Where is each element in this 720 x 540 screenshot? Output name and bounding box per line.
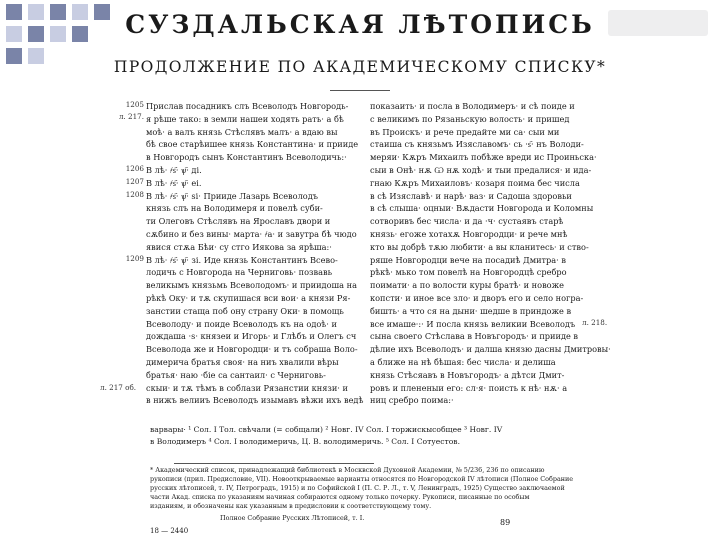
text-line: я рѣше тако: в земли нашеи ходять рать· а бѣ — [146, 113, 344, 124]
publication-signature: Полное Собрание Русских Лѣтописей, т. I. — [220, 514, 365, 522]
text-line: князь слъ на Володимеря и повелѣ суби- — [146, 203, 323, 214]
bottom-note-line: русских лѣтописей, т. IV, Петроградъ, 1915) и по Софийской I (П. С. Р. Л., т. V, Ленинградъ, 1925) Существо заключаемой — [150, 484, 565, 492]
text-line: В лѣ· ҂ѕ҃· ѱ҃· ѕі· Прииде Лазарь Всеволодъ — [146, 190, 318, 201]
text-line: димерича братья своя· на ниъ хвалили вѣры — [146, 356, 339, 367]
text-line: ровъ и плененыи его: сл·я· поисть к нѣ· нѫ· а — [370, 382, 568, 393]
margin-year: 1209 — [125, 254, 144, 263]
text-line: рѣкѣ Оку· и тѫ скупишася вси вои· а князи Ря- — [146, 292, 351, 303]
text-line: рѣкѣ· мько том повелѣ на Новгородцѣ сребро — [370, 267, 567, 278]
text-line: сыи в Онѣ· нѫ Ѡ нѫ ходѣ· и тыи предалися· и ида- — [370, 164, 592, 175]
text-line: Всеволоду· и поиде Всеволодъ къ на одоѣ· и — [146, 318, 337, 329]
text-line: стаиша съ князьмъ Изяславомъ· сь ·ѕ҃· нъ Володи- — [370, 139, 584, 150]
text-line: все имаше·:· И посла князь великии Всеволодъ — [370, 318, 576, 329]
signature-number: 18 — 2440 — [150, 527, 189, 535]
bottom-note-line: рукописи (прил. Предисловие, VII). Новооткрываемые варианты относятся по Новгородской IV лѣтописи (Полное Собрание — [150, 475, 574, 483]
text-line: сѫбино и без вины· марта· ҂а· и завутра бѣ чюдо — [146, 228, 357, 239]
margin-leaf: л. 217 об. — [100, 383, 137, 392]
text-line: Всеволода же и Новгородци· и тъ собраша Воло- — [146, 344, 358, 355]
text-line: моѣ· а валъ князь Стѣслявъ малъ· а вдаю вы — [146, 126, 338, 137]
text-line: а ближе на нѣ бѣшая: бес числа· и делиша — [370, 356, 556, 367]
text-line: въ Проискъ· и рече предайте ми са· сыи ми — [370, 126, 560, 137]
text-line: Прислав посадникъ слъ Всеволодъ Новгородь- — [146, 101, 349, 111]
text-line: лодичь с Новгорода на Черниговь· позвавь — [146, 267, 333, 278]
text-line: В лѣ· ҂ѕ҃· ѱ҃· еі. — [146, 177, 202, 188]
text-line: меряи· Кѫръ Михаилъ побѣже вреди ис Проиньска· — [370, 152, 597, 163]
text-line: бѣ свое старѣишее князь Константина· и прииде — [146, 139, 359, 150]
text-line: князь· егоже хотахѫ Новгородци· и рече мнѣ — [370, 228, 568, 239]
text-line: ниц сребро поима:· — [370, 395, 454, 406]
text-line: кто вы добрѣ тѫю любити· а вы кланитесь· и ство- — [370, 241, 589, 252]
text-line: в сѣ слыша· оцныи· Вѫдасти Новгорода и Коломны — [370, 203, 594, 214]
page-subtitle: ПРОДОЛЖЕНИЕ ПО АКАДЕМИЧЕСКОМУ СПИСКУ* — [113, 58, 607, 76]
title-divider — [330, 90, 390, 91]
bottom-note-line: части Акад. списка по указаниям начиная собираются одному только почерку. Рукописи, писанные по особым — [150, 493, 530, 501]
page-title: СУЗДАЛЬСКАЯ ЛѢТОПИСЬ — [125, 10, 595, 39]
text-line: поимати· а по волости куры братѣ· и новоже — [370, 280, 564, 291]
margin-year: 1208 — [125, 190, 144, 199]
text-line: с великимъ по Рязаньскую волость· и пришед — [370, 113, 570, 124]
footnote-divider — [174, 463, 374, 464]
footnote-line: в Володимеръ ⁴ Сол. I володимеричь, Ц. В. володимеричь. ⁵ Сол. I Сотуестов. — [150, 437, 460, 446]
text-line: великымъ князьмь Всеволодомъ· и приидоша на — [146, 280, 357, 291]
page-number: 89 — [500, 518, 511, 527]
text-line: сына своего Стѣслава в Новъгородъ· и прииде в — [370, 331, 579, 342]
margin-year: 1206 — [125, 164, 144, 173]
margin-year: 1207 — [125, 177, 144, 186]
text-line: в нижъ велииъ Всеволодъ изымавъ вѣжи ихъ ведѣ — [146, 395, 364, 406]
text-line: князь Стѣсяавъ в Новъгородъ· а дѣтси Дмит- — [370, 369, 565, 380]
text-line: сотворивъ бес числа· и да ·ч· сустаявъ старѣ — [370, 216, 564, 227]
text-line: ти Олеговъ Стѣслявъ на Ярославъ двори и — [146, 216, 331, 227]
text-line: копсти· и иное все зло· и дворъ его и село ногра- — [370, 292, 584, 303]
text-line: В лѣ· ҂ѕ҃· ѱ҃· зі. Иде князь Константинъ Всево- — [146, 254, 338, 265]
text-line: дѣлие ихъ Всеволодъ· и далша князю дасны Дмитровы· — [370, 344, 611, 355]
text-line: в Новгородъ сынъ Константинъ Всеволодичь:· — [146, 152, 347, 163]
text-line: бишть· а что ся на дыни· шедше в приндоже в — [370, 305, 572, 316]
text-line: скыи· и тѫ тѣмъ в соблази Рязанстии князи· и — [146, 382, 348, 393]
text-line: гнаю Кѫръ Михаиловъ· козаря поима бес числа — [370, 177, 580, 188]
text-line: братья· наю ·біе са сантаил· с Черниговь- — [146, 369, 326, 380]
margin-year: 1205 — [125, 100, 144, 109]
text-line: явися стѫа Бѣи· су стго Иякова за ярѣша:· — [146, 241, 332, 252]
text-line: дождаша ·ѕ· князеи и Игорь· и Глѣбъ и Олегъ сч — [146, 331, 357, 342]
footnote-line: варвары· ¹ Сол. I Тол. свѣчали (= собщали) ² Новг. IV Сол. I торжискысобщее ³ Новг. IV — [150, 425, 503, 434]
bottom-note-line: изданиям, и обозначены как указанным в предисловии к соответствующему тому. — [150, 502, 432, 510]
text-line: ряше Новгородци вече на посадиѣ Дмитра· в — [370, 254, 566, 265]
margin-leaf: л. 217. — [118, 112, 144, 121]
margin-leaf-right: л. 218. — [582, 318, 608, 327]
text-line: В лѣ· ҂ѕ҃· ѱ҃· ді. — [146, 164, 202, 175]
text-line: показаить· и посла в Володимеръ· и сѣ поиде и — [370, 101, 575, 111]
text-line: занстии стаща поб ону страну Оки· в помощь — [146, 305, 344, 316]
bottom-note-line: * Академический список, принадлежащий библиотекѣ в Москвской Духовной Академии, № 5/236, 236 по описанию — [150, 466, 545, 474]
left-text-column — [146, 100, 364, 407]
text-line: в сѣ Изяславѣ· и нарѣ· ваз· и Садоша здоровьи — [370, 190, 572, 201]
